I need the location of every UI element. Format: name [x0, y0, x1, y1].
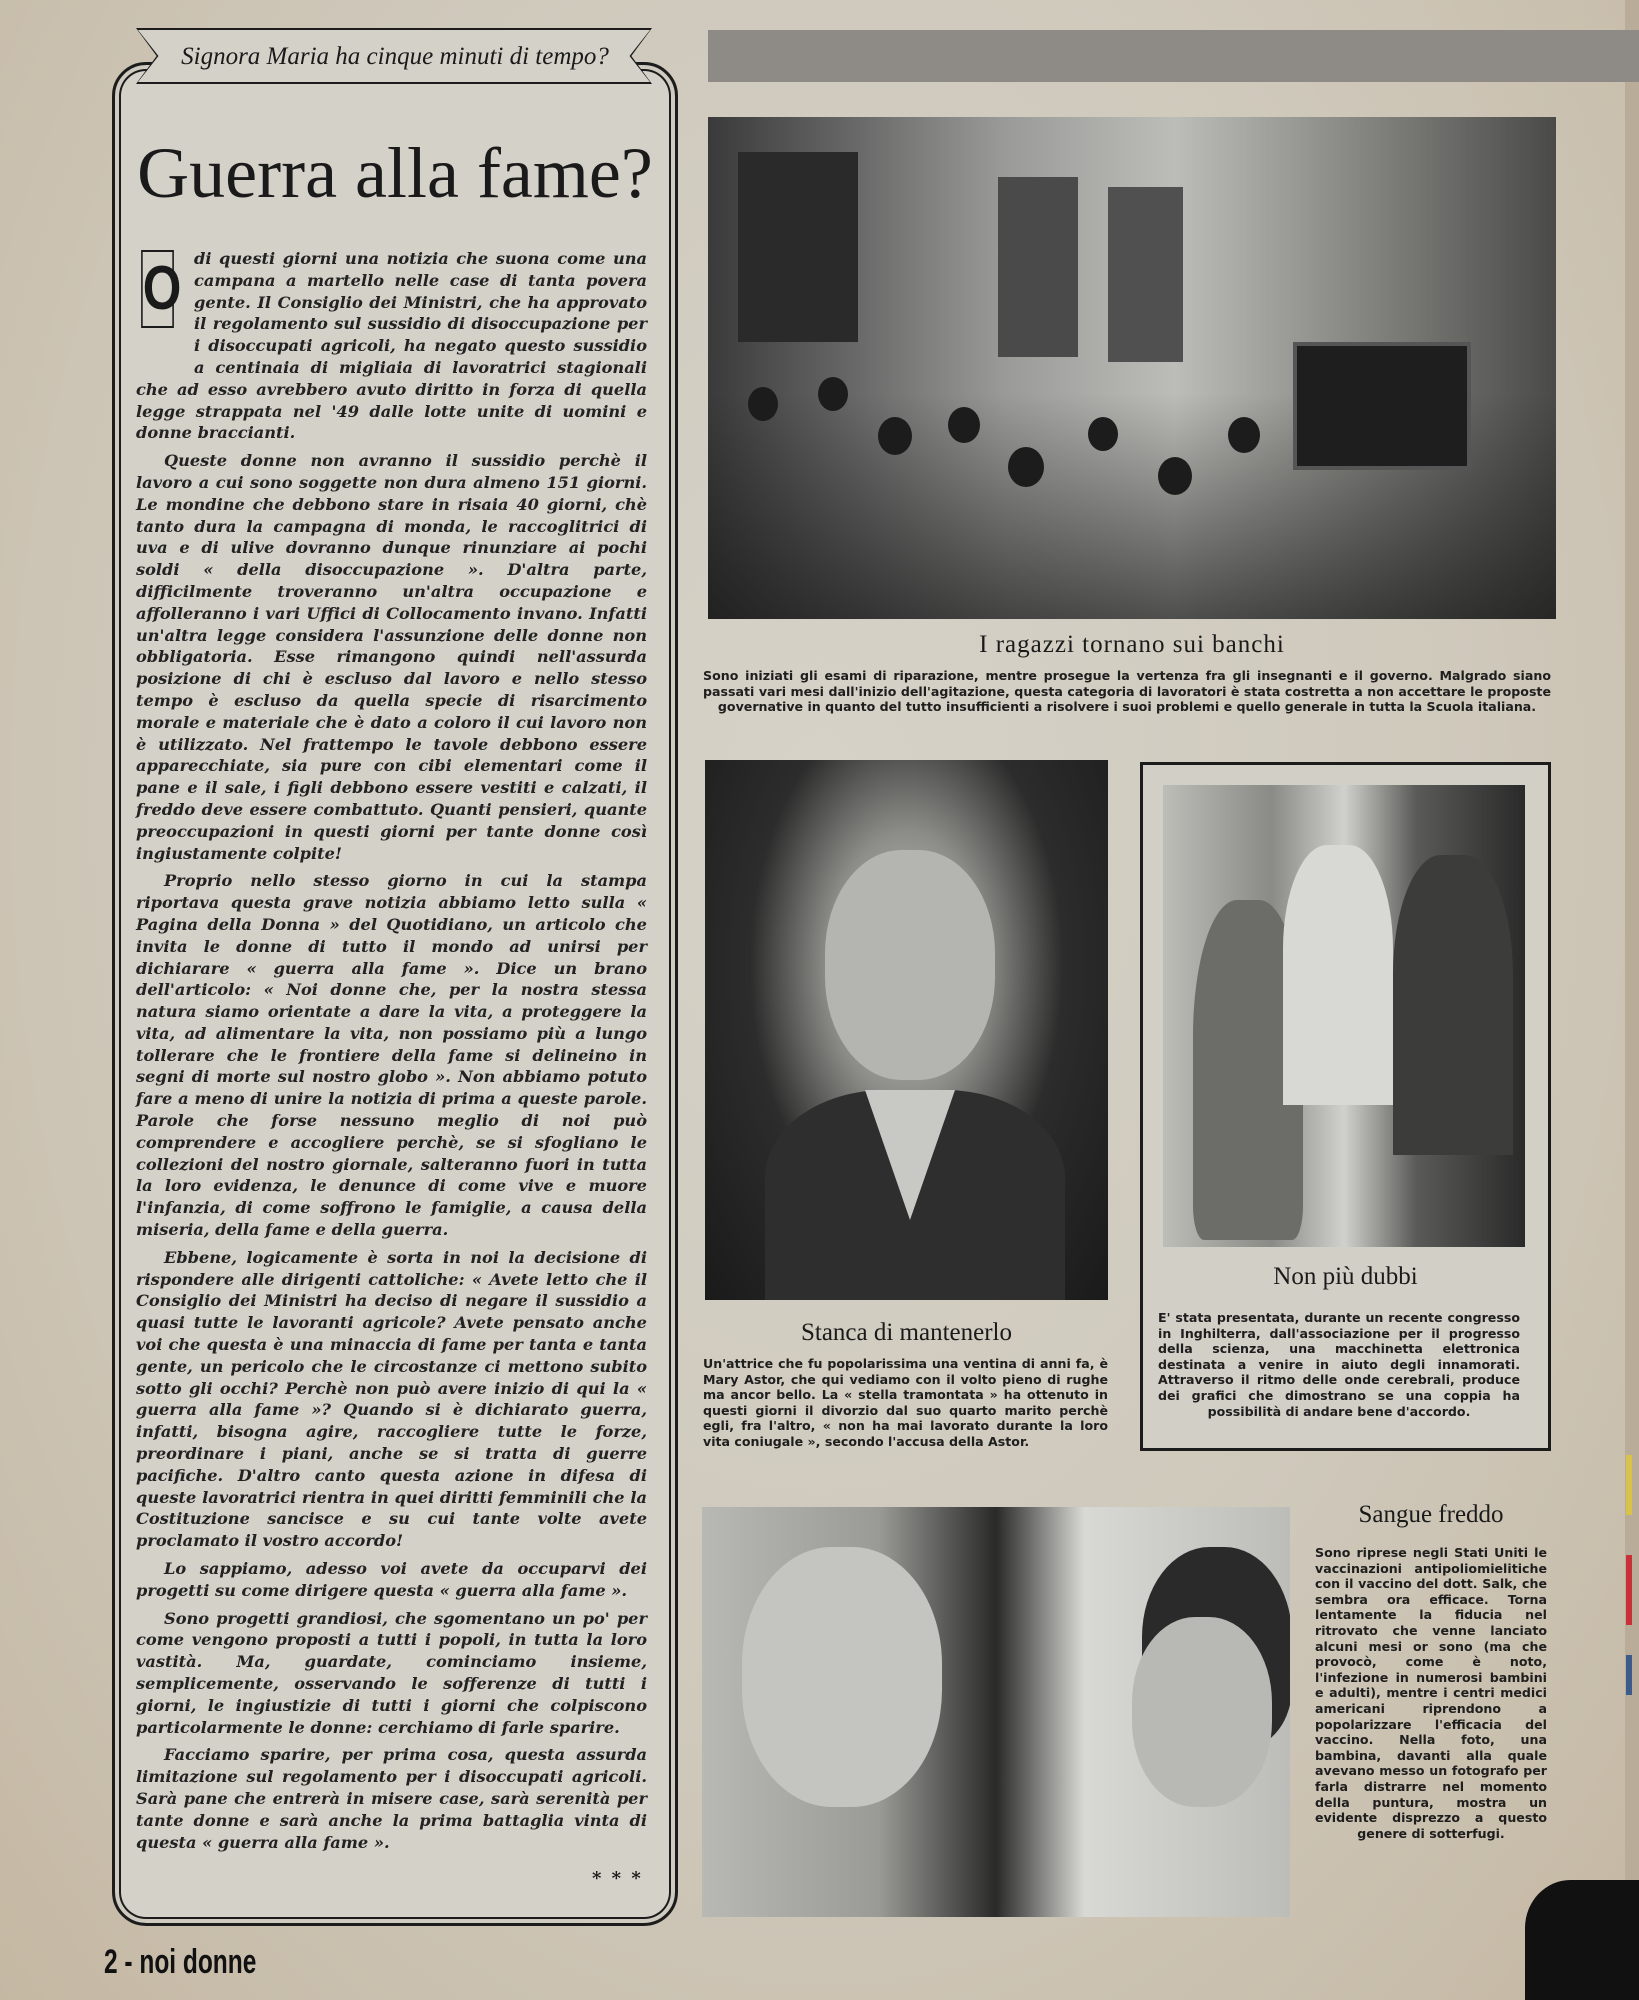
end-mark: * * * [592, 1868, 643, 1889]
story-text-machine: E' stata presentata, durante un recente congresso in Inghilterra, dall'associazione per il progresso della scienza, una macchinetta elettronica destinata a venire in aiuto degli innamorati. Attraverso il ritmo delle onde cerebrali, produce dei grafici che dimostrano se una coppia ha possibilità di andare bene d'accordo. [1158, 1310, 1520, 1419]
story-title-astor: Stanca di mantenerlo [800, 1319, 1013, 1346]
student-head [1088, 417, 1118, 451]
man-figure-shape [1393, 855, 1513, 1155]
drop-cap: O [141, 250, 174, 328]
doctor-face-shape [1132, 1617, 1272, 1807]
classroom-photo [708, 117, 1556, 619]
mary-astor-photo [705, 760, 1108, 1300]
article-paragraph: Lo sappiamo, adesso voi avete da occuparvi dei progetti su come dirigere questa « guerra alla fame ». [136, 1559, 647, 1600]
story-text-astor: Un'attrice che fu popolarissima una ventina di anni fa, è Mary Astor, che qui vediamo con il volto pieno di rughe ma ancor bello. La « stella tramontata » ha ottenuto in questi giorni il divorzio dal suo quarto marito perchè egli, fra l'altro, « non ha mai lavorato durante la loro vita coniugale », secondo l'accusa della Astor. [703, 1356, 1108, 1449]
student-head [878, 417, 912, 455]
article-paragraph: Ebbene, logicamente è sorta in noi la decisione di rispondere alle dirigenti cattoliche: « Avete letto che il Consiglio dei Ministri ha deciso di negare il sussidio a quasi tutte le lavoranti agricole? Avete pensato anche voi che questa è una minaccia di fame per tanta e tanta gente, un pericolo che le circostanze ci mettono subito sotto gli occhi? Perchè non può avere inizio di qui la « guerra alla fame »? Quando si è dichiarato guerra, infatti, bisogna agire, raccogliere tutte le forze, preordinare i piani, anche se si tratta di guerre pacifiche. D'altro canto questa azione in difesa di queste lavoratrici rientra in quei diritti femminili che la Costituzione sancisce e su cui tante volte avete proclamato il vostro accordo! [136, 1247, 647, 1551]
header-gray-band [708, 30, 1639, 82]
color-register-mark-blue [1626, 1655, 1632, 1695]
article-paragraph: di questi giorni una notizia che suona come una campana a martello nelle case di tanta povera gente. Il Consiglio dei Ministri, che ha approvato il regolamento sul sussidio di disoccupazione per i disoccupati agricoli, ha negato questo sussidio a centinaia di migliaia di lavoratrici stagionali che ad esso avrebbero avuto diritto in forza di quella legge strappata nel '49 dalle lotte unite di uomini e donne braccianti. [136, 249, 647, 443]
wall-chart-shape [998, 177, 1078, 357]
color-register-mark-red [1626, 1555, 1632, 1625]
student-head [1228, 417, 1260, 453]
student-head [818, 377, 848, 411]
story-title-vaccine: Sangue freddo [1358, 1501, 1504, 1528]
story-title-classroom: I ragazzi tornano sui banchi [979, 631, 1285, 658]
article-headline: Guerra alla fame? [137, 133, 653, 213]
window-shape [738, 152, 858, 342]
article-paragraph: Sono progetti grandiosi, che sgomentano un po' per come vengono proposti a tutti i popoli, in tutta la loro vastità. Ma, guardate, cominciamo insieme, semplicemente, osservando le sofferenze di tutti i giorni, le ingiustizie di tutti i giorni che colpiscono particolarmente le donne: cerchiamo di farle sparire. [136, 1608, 647, 1737]
article-paragraph: Proprio nello stesso giorno in cui la stampa riportava questa grave notizia abbiamo letto sulla « Pagina della Donna » del Quotidiano, un articolo che invita le donne di tutto il mondo ad unirsi per dichiarare « guerra alla fame ». Dice un brano dell'articolo: « Noi donne che, per la nostra stessa natura siamo orientate a dare la vita, a proteggere la vita, ad alimentare la vita, non possiamo più a lungo tollerare che le frontiere della fame si delineino in segni di morte sul nostro globo ». Non abbiamo potuto fare a meno di unire la notizia di prima a queste parole. Parole che forse nessuno meglio di noi può comprendere e accogliere perchè, se si sfogliano le collezioni del nostro giornale, salteranno fuori in tutta la loro evidenza, le denunce di come vive e muore l'infanzia, di come soffrono le famiglie, a causa della miseria, della fame e della guerra. [136, 871, 647, 1240]
page-edge [1625, 0, 1639, 2000]
wall-chart-shape [1108, 187, 1183, 362]
article-paragraph: Facciamo sparire, per prima cosa, questa assurda limitazione sul regolamento per i disoccupati agricoli. Sarà pane che entrerà in misere case, sarà serenità per tante donne e sarà anche la prima battaglia vinta di questa « guerra alla fame ». [136, 1745, 647, 1852]
torn-corner [1525, 1880, 1639, 2000]
vaccination-photo [702, 1507, 1290, 1917]
doctor-figure-shape [1283, 845, 1393, 1105]
article-kicker: Signora Maria ha cinque minuti di tempo? [181, 43, 609, 70]
story-text-classroom: Sono iniziati gli esami di riparazione, mentre prosegue la vertenza fra gli insegnanti e il governo. Malgrado siano passati vari mesi dall'inizio dell'agitazione, questa categoria di lavoratori è stata costretta a non accettare le proposte governative in quanto del tutto insufficienti a risolvere i suoi problemi e quello generale in tutta la Scuola italiana. [703, 668, 1551, 715]
face-shape [825, 850, 995, 1080]
blackboard-shape [1293, 342, 1471, 470]
color-register-mark-yellow [1626, 1455, 1632, 1515]
page-footer-label: 2 - noi donne [104, 1943, 257, 1981]
student-head [1158, 457, 1192, 495]
girl-face-shape [742, 1547, 942, 1807]
story-title-machine: Non più dubbi [1273, 1263, 1418, 1290]
article-body [136, 248, 647, 1859]
student-head [1008, 447, 1044, 487]
student-head [948, 407, 980, 443]
story-text-vaccine: Sono riprese negli Stati Uniti le vaccinazioni antipoliomielitiche con il vaccino del dott. Salk, che sembra ora efficace. Torna lentamente la fiducia nel ritrovato che venne lanciato alcuni mesi or sono (ma che provocò, come è noto, l'infezione in numerosi bambini e adulti), mentre i centri medici americani riprendono a popolarizzare l'efficacia del vaccino. Nella foto, una bambina, davanti alla quale avevano messo un fotografo per farla distrarre nel momento della puntura, mostra un evidente disprezzo a questo genere di sotterfugi. [1315, 1545, 1547, 1841]
student-head [748, 387, 778, 421]
article-paragraph: Queste donne non avranno il sussidio perchè il lavoro a cui sono soggette non dura almeno 151 giorni. Le mondine che debbono stare in risaia 40 giorni, chè tanto dura la campagna di monda, le raccoglitrici di uva e di ulive dovranno dunque rinunziare ai pochi soldi « della disoccupazione ». D'altra parte, difficilmente troveranno un'altra occupazione e affolleranno i vari Uffici di Collocamento invano. Infatti un'altra legge considera l'assunzione delle donne non obbligatoria. Esse rimangono quindi nell'assurda posizione di chi è escluso dal lavoro e nello stesso tempo è escluso da quella specie di risarcimento morale e materiale che è dato a coloro il cui lavoro non è utilizzato. Nel frattempo le tavole debbono essere apparecchiate, sia pure con cibi elementari come il pane e il sale, i figli debbono essere vestiti e calzati, il freddo deve essere combattuto. Quanti pensieri, quante preoccupazioni in questi giorni per tante donne così ingiustamente colpite! [136, 451, 647, 863]
electronic-machine-illustration [1163, 785, 1525, 1247]
